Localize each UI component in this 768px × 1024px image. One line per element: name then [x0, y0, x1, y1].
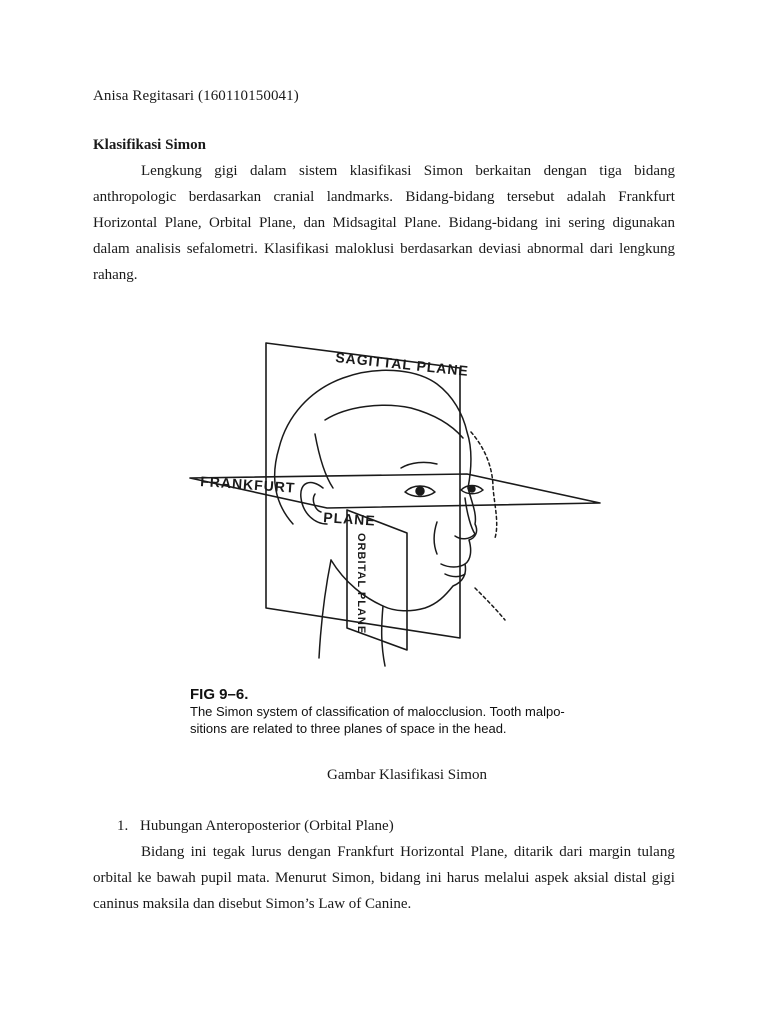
word: analisis — [135, 241, 181, 257]
word: dari — [559, 844, 583, 860]
word: sering — [568, 215, 606, 231]
word: berkaitan — [475, 163, 532, 179]
word: distal — [614, 870, 647, 886]
word: Frankfurt — [618, 189, 675, 205]
word: Orbital — [209, 215, 252, 231]
word: tegak — [212, 844, 246, 860]
word: anthropologic — [93, 189, 177, 205]
list-item-1-number: 1. — [117, 818, 129, 834]
word: ini — [545, 215, 561, 231]
word: tulang — [637, 844, 675, 860]
word: pupil — [200, 870, 232, 886]
word: tersebut — [506, 189, 555, 205]
word: lengkung — [619, 241, 675, 257]
intro-line-5: rahang. — [93, 267, 138, 283]
word: Plane, — [470, 844, 508, 860]
word: bidang — [634, 163, 675, 179]
word: orbital — [93, 870, 133, 886]
word: Bidang-bidang — [405, 189, 495, 205]
intro-line-2 — [93, 184, 675, 210]
word: dari — [589, 241, 614, 257]
body-line-3: caninus maksila dan disebut Simon’s Law of Canine. — [93, 896, 412, 912]
far-eye — [461, 486, 483, 494]
section-heading: Klasifikasi Simon — [93, 137, 206, 153]
word: bidang — [379, 870, 421, 886]
list-item-1-body — [93, 839, 675, 917]
word: sistem — [299, 163, 338, 179]
word: dalam — [249, 163, 287, 179]
word: Plane. — [404, 215, 442, 231]
word: Simon — [423, 163, 463, 179]
word: Midsagital — [332, 215, 397, 231]
figure-caption-line-2: sitions are related to three planes of space in the head. — [190, 721, 507, 736]
word: melalui — [484, 870, 530, 886]
figure-title-text: Gambar Klasifikasi Simon — [327, 767, 487, 783]
word: gigi — [651, 870, 675, 886]
word: Simon, — [331, 870, 375, 886]
word: harus — [446, 870, 480, 886]
orbital-plane-label: ORBITAL PLANE — [355, 533, 367, 635]
word: aksial — [573, 870, 609, 886]
word: adalah — [566, 189, 606, 205]
word: landmarks. — [326, 189, 393, 205]
word: berdasarkan — [188, 189, 262, 205]
body-line-1 — [93, 839, 675, 865]
figure-caption — [190, 686, 565, 737]
word: sefalometri. — [186, 241, 258, 257]
word: bawah — [156, 870, 196, 886]
head-planes-illustration — [175, 328, 620, 683]
word: gigi — [214, 163, 238, 179]
word: Klasifikasi — [263, 241, 329, 257]
word: Plane, — [258, 215, 297, 231]
word: cranial — [273, 189, 315, 205]
frankfurt-plane-label-a: FRANKFURT — [199, 473, 297, 496]
figure-number: FIG 9–6. — [190, 686, 249, 703]
word: ditarik — [513, 844, 554, 860]
word: margin — [588, 844, 632, 860]
word: Menurut — [274, 870, 327, 886]
frankfurt-plane-label-b: PLANE — [322, 509, 377, 529]
word: Horizontal — [93, 215, 158, 231]
word: abnormal — [527, 241, 584, 257]
word: maloklusi — [334, 241, 395, 257]
word: Horizontal — [400, 844, 465, 860]
intro-line-3 — [93, 210, 675, 236]
author-line: Anisa Regitasari (160110150041) — [93, 88, 299, 104]
intro-paragraph — [93, 158, 675, 288]
word: lurus — [251, 844, 282, 860]
word: Plane, — [164, 215, 202, 231]
word: klasifikasi — [349, 163, 412, 179]
intro-line-4 — [93, 236, 675, 262]
word: Bidang — [141, 844, 185, 860]
word: digunakan — [612, 215, 675, 231]
word: Frankfurt — [337, 844, 394, 860]
word: Lengkung — [141, 163, 202, 179]
word: dan — [303, 215, 326, 231]
word: aspek — [534, 870, 569, 886]
word: Bidang-bidang — [448, 215, 538, 231]
word: dalam — [93, 241, 130, 257]
word: berdasarkan — [400, 241, 473, 257]
word: tiga — [599, 163, 622, 179]
body-line-2 — [93, 865, 675, 891]
word: dengan — [287, 844, 331, 860]
word: dengan — [543, 163, 587, 179]
intro-line-1 — [93, 158, 675, 184]
head-outline — [275, 370, 505, 666]
figure-caption-line-1: The Simon system of classification of malocclusion. Tooth malpo- — [190, 704, 565, 719]
figure-title — [0, 767, 768, 784]
word: deviasi — [478, 241, 522, 257]
word: ini — [190, 844, 207, 860]
sagittal-plane-label: SAGITTAL PLANE — [334, 349, 470, 379]
word: mata. — [236, 870, 270, 886]
simon-figure — [175, 328, 620, 750]
word: ke — [137, 870, 152, 886]
word: ini — [425, 870, 442, 886]
list-item-1-title: Hubungan Anteroposterior (Orbital Plane) — [140, 818, 394, 834]
list-item-1-heading — [117, 818, 394, 835]
